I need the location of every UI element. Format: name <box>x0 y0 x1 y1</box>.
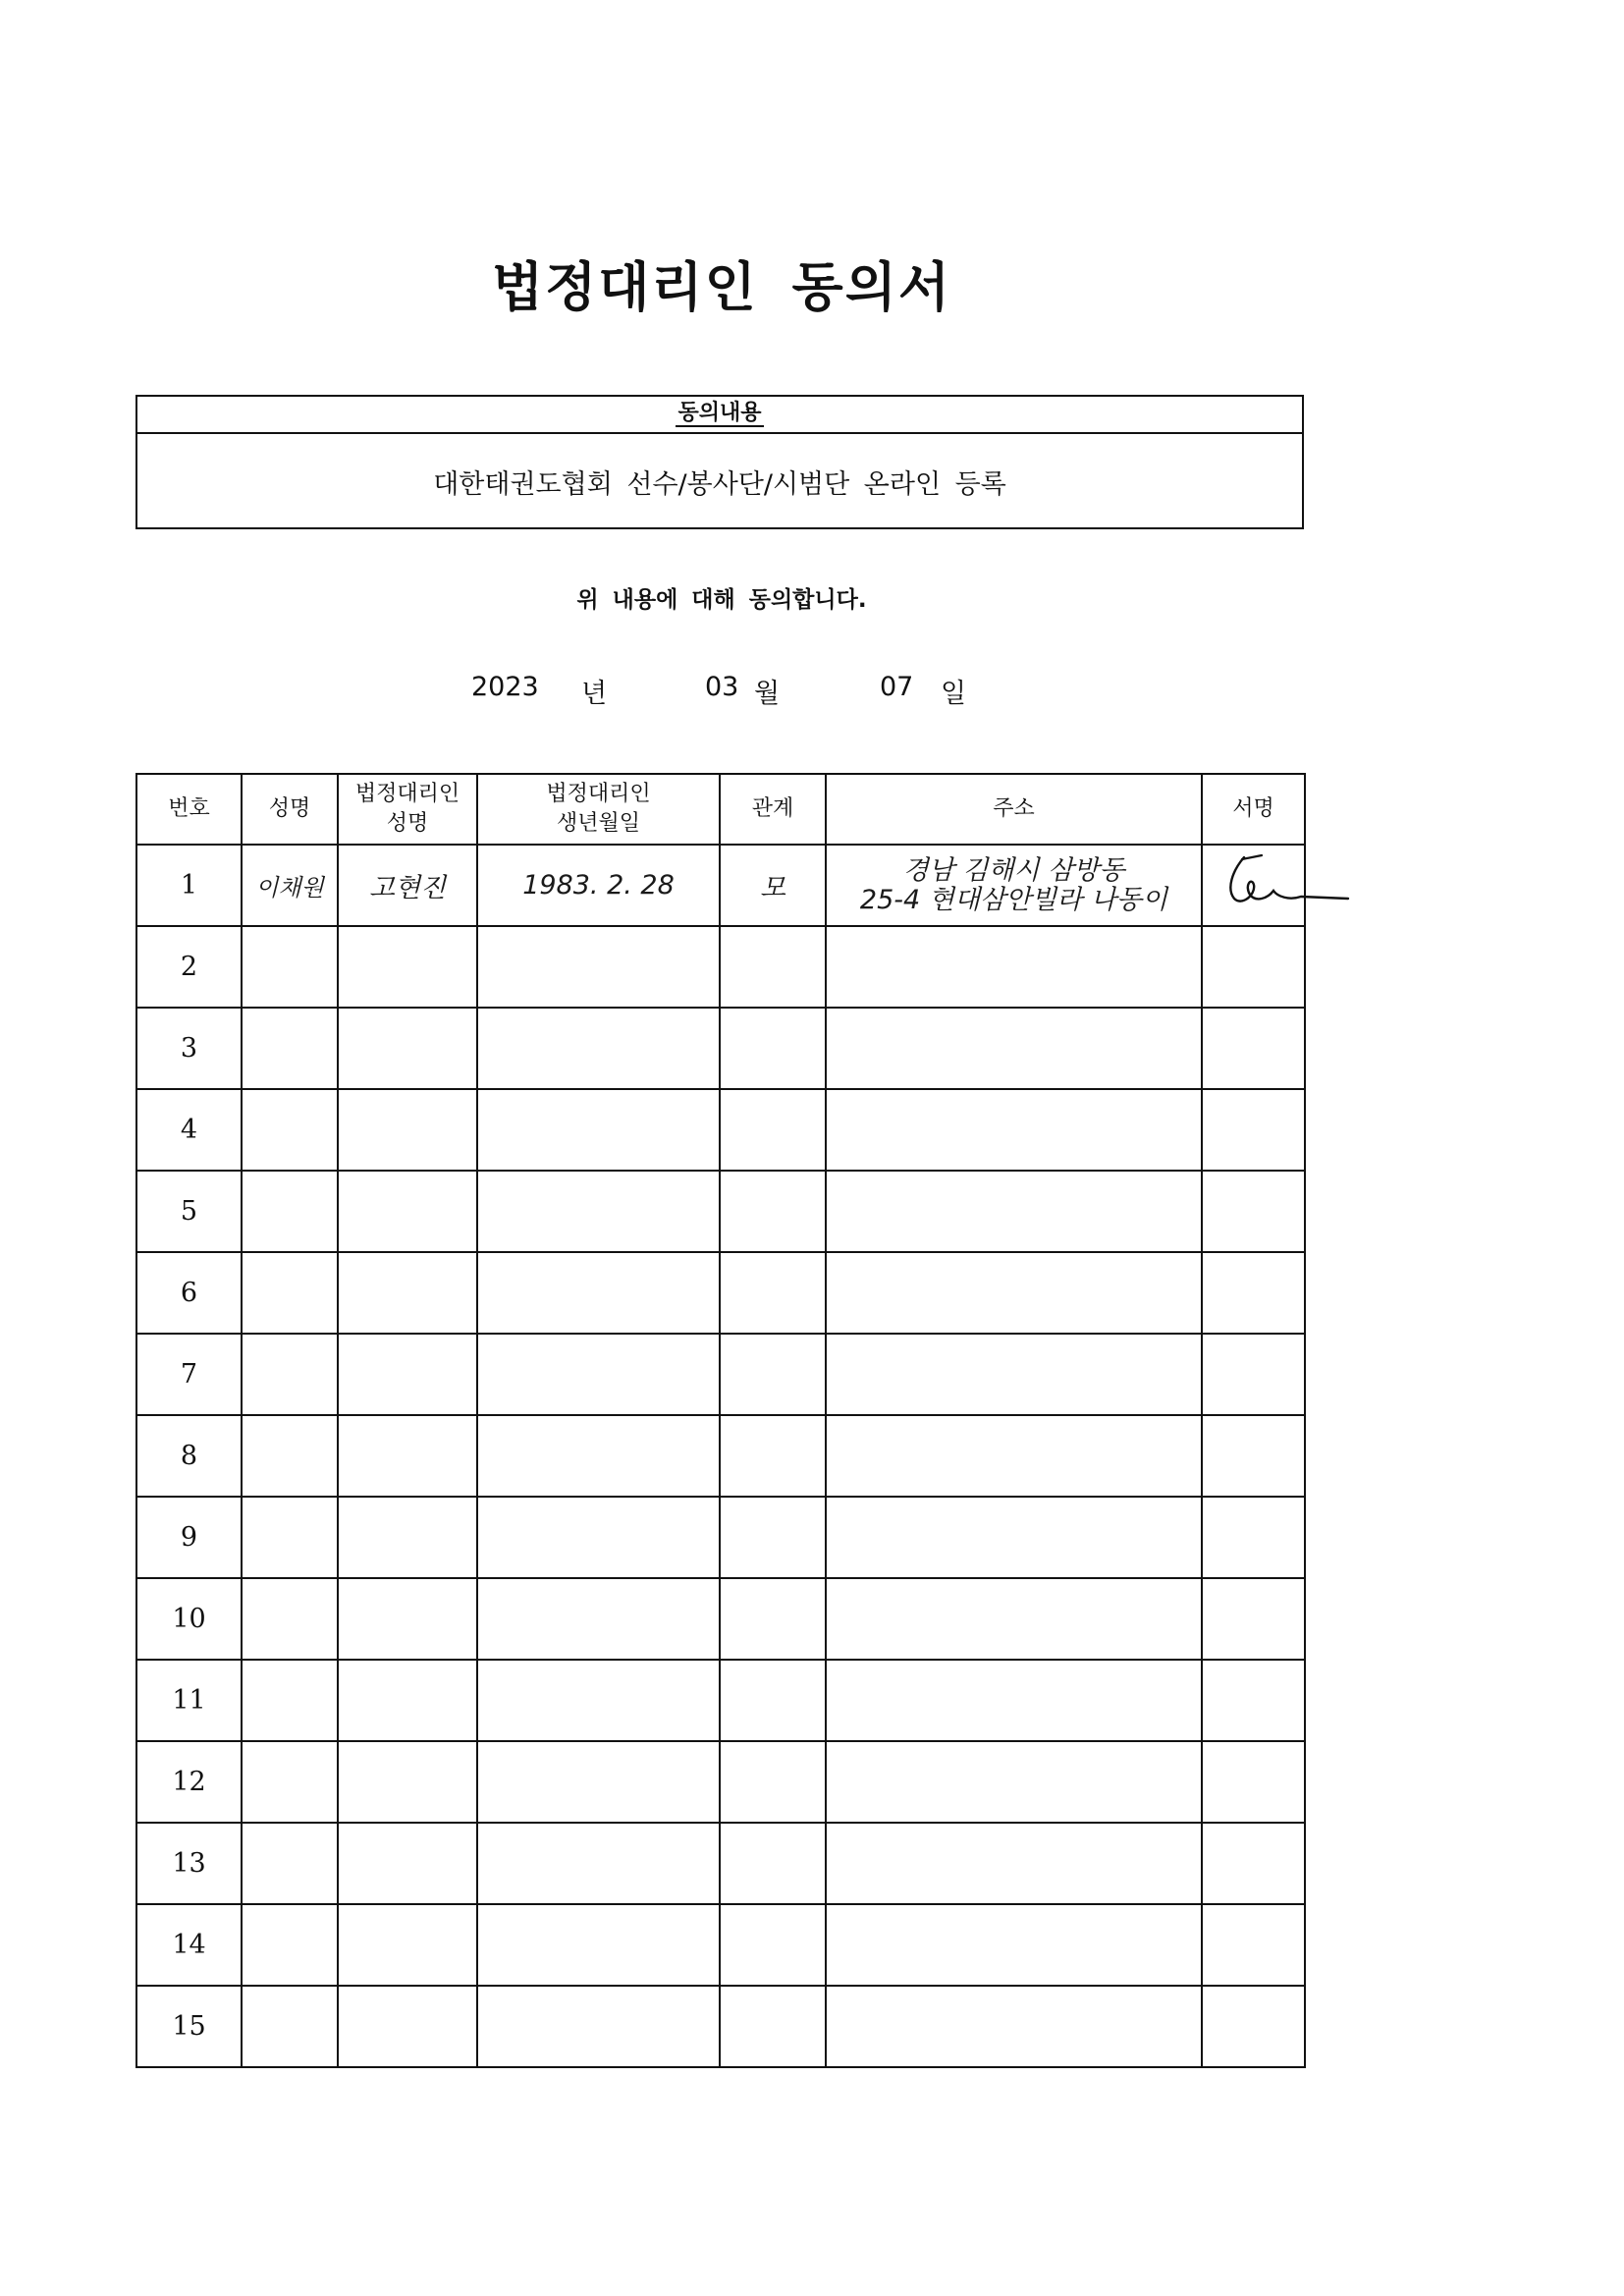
table-row <box>136 1252 1305 1334</box>
row-address <box>826 1334 1202 1415</box>
row-relation <box>720 1497 826 1578</box>
row-no: 14 <box>136 1904 242 1986</box>
table-row <box>136 1823 1305 1904</box>
row-guardian-birth <box>477 1741 720 1823</box>
date-day: 07 <box>880 672 914 702</box>
date-month: 03 <box>705 672 739 702</box>
row-signature <box>1202 1741 1305 1823</box>
row-no: 2 <box>136 926 242 1008</box>
row-address <box>826 1171 1202 1252</box>
row-address-line2: 25-4 현대삼안빌라 나동이 <box>859 884 1168 915</box>
row-address <box>826 1823 1202 1904</box>
row-name <box>242 1334 338 1415</box>
row-name <box>242 1171 338 1252</box>
row-name <box>242 1904 338 1986</box>
row-signature <box>1202 1986 1305 2067</box>
row-relation <box>720 926 826 1008</box>
row-name <box>242 1660 338 1741</box>
row-guardian-name <box>338 1089 477 1171</box>
row-signature <box>1202 1660 1305 1741</box>
row-signature <box>1202 926 1305 1008</box>
row-address <box>826 1578 1202 1660</box>
row-address <box>826 1415 1202 1497</box>
date-year-unit: 년 <box>581 679 608 709</box>
row-no: 4 <box>136 1089 242 1171</box>
row-address <box>826 1089 1202 1171</box>
row-guardian-birth <box>477 1497 720 1578</box>
row-no: 15 <box>136 1986 242 2067</box>
consent-header <box>137 397 1302 434</box>
row-no: 9 <box>136 1497 242 1578</box>
document-title: 법정대리인 동의서 <box>491 256 952 318</box>
row-relation <box>720 1008 826 1089</box>
row-guardian-birth <box>477 926 720 1008</box>
row-guardian-birth <box>477 1008 720 1089</box>
row-address <box>826 845 1202 926</box>
row-relation <box>720 1904 826 1986</box>
table-row <box>136 1334 1305 1415</box>
table-row <box>136 1904 1305 1986</box>
table-row <box>136 1497 1305 1578</box>
agree-statement: 위 내용에 대해 동의합니다. <box>576 587 867 613</box>
row-signature <box>1202 1334 1305 1415</box>
row-guardian-name <box>338 1008 477 1089</box>
roster-table <box>135 773 1306 2068</box>
row-relation <box>720 1089 826 1171</box>
row-address <box>826 1741 1202 1823</box>
row-no: 10 <box>136 1578 242 1660</box>
row-signature <box>1202 1904 1305 1986</box>
table-row <box>136 926 1305 1008</box>
date-day-unit: 일 <box>941 679 967 709</box>
row-signature <box>1202 845 1305 926</box>
row-guardian-name <box>338 1171 477 1252</box>
table-row <box>136 845 1305 926</box>
row-no: 11 <box>136 1660 242 1741</box>
header-guardian-birth-line1: 법정대리인 <box>546 782 651 806</box>
row-address-line1: 경남 김해시 삼방동 <box>902 854 1125 886</box>
header-relation: 관계 <box>720 774 826 845</box>
row-guardian-name <box>338 1823 477 1904</box>
row-address <box>826 926 1202 1008</box>
table-row <box>136 1089 1305 1171</box>
row-guardian-birth <box>477 1334 720 1415</box>
row-no: 3 <box>136 1008 242 1089</box>
row-guardian-name <box>338 1660 477 1741</box>
table-row <box>136 1660 1305 1741</box>
row-guardian-name <box>338 1334 477 1415</box>
row-no: 8 <box>136 1415 242 1497</box>
row-guardian-birth <box>477 1904 720 1986</box>
row-guardian-name <box>338 1497 477 1578</box>
table-row <box>136 1171 1305 1252</box>
row-no: 12 <box>136 1741 242 1823</box>
row-guardian-name <box>338 926 477 1008</box>
header-no: 번호 <box>136 774 242 845</box>
row-signature <box>1202 1415 1305 1497</box>
row-relation: 모 <box>720 845 826 926</box>
row-relation <box>720 1415 826 1497</box>
row-signature <box>1202 1823 1305 1904</box>
consent-box <box>135 395 1304 529</box>
row-name <box>242 1741 338 1823</box>
row-address <box>826 1252 1202 1334</box>
row-name <box>242 1578 338 1660</box>
row-guardian-birth <box>477 1823 720 1904</box>
row-signature <box>1202 1008 1305 1089</box>
row-name <box>242 926 338 1008</box>
row-name <box>242 1089 338 1171</box>
row-address <box>826 1008 1202 1089</box>
row-no: 1 <box>136 845 242 926</box>
row-name <box>242 1986 338 2067</box>
row-address <box>826 1660 1202 1741</box>
header-guardian-name <box>338 774 477 845</box>
row-relation <box>720 1823 826 1904</box>
header-guardian-name-line2: 성명 <box>386 811 429 836</box>
row-guardian-name <box>338 1578 477 1660</box>
row-name <box>242 1823 338 1904</box>
row-address <box>826 1986 1202 2067</box>
row-no: 5 <box>136 1171 242 1252</box>
header-guardian-name-line1: 법정대리인 <box>354 782 460 806</box>
header-signature: 서명 <box>1202 774 1305 845</box>
row-no: 13 <box>136 1823 242 1904</box>
row-relation <box>720 1741 826 1823</box>
row-guardian-birth <box>477 1171 720 1252</box>
row-guardian-name <box>338 1986 477 2067</box>
row-address <box>826 1904 1202 1986</box>
row-guardian-birth <box>477 1089 720 1171</box>
row-guardian-name <box>338 1741 477 1823</box>
date-year: 2023 <box>471 672 539 702</box>
row-name <box>242 1415 338 1497</box>
handwritten-signature <box>1222 849 1350 918</box>
row-no: 6 <box>136 1252 242 1334</box>
header-guardian-birth-line2: 생년월일 <box>556 811 640 836</box>
table-row <box>136 1741 1305 1823</box>
row-guardian-name <box>338 1252 477 1334</box>
row-signature <box>1202 1171 1305 1252</box>
row-name: 이채원 <box>242 845 338 926</box>
row-signature <box>1202 1497 1305 1578</box>
row-guardian-birth <box>477 1578 720 1660</box>
row-name <box>242 1008 338 1089</box>
header-name: 성명 <box>242 774 338 845</box>
consent-body: 대한태권도협회 선수/봉사단/시범단 온라인 등록 <box>433 468 1006 500</box>
header-guardian-birth <box>477 774 720 845</box>
row-guardian-name <box>338 1415 477 1497</box>
row-relation <box>720 1578 826 1660</box>
row-name <box>242 1252 338 1334</box>
row-signature <box>1202 1578 1305 1660</box>
row-guardian-birth <box>477 1660 720 1741</box>
header-address: 주소 <box>826 774 1202 845</box>
row-signature <box>1202 1252 1305 1334</box>
table-header-row <box>136 774 1305 845</box>
row-guardian-name <box>338 1904 477 1986</box>
row-relation <box>720 1252 826 1334</box>
row-guardian-birth <box>477 1415 720 1497</box>
row-guardian-name: 고현진 <box>338 845 477 926</box>
row-guardian-birth: 1983. 2. 28 <box>477 845 720 926</box>
consent-header-label: 동의내용 <box>677 401 762 425</box>
row-name <box>242 1497 338 1578</box>
table-row <box>136 1008 1305 1089</box>
row-relation <box>720 1334 826 1415</box>
row-relation <box>720 1986 826 2067</box>
row-guardian-birth <box>477 1252 720 1334</box>
row-address <box>826 1497 1202 1578</box>
date-month-unit: 월 <box>754 679 781 709</box>
table-row <box>136 1415 1305 1497</box>
row-no: 7 <box>136 1334 242 1415</box>
row-signature <box>1202 1089 1305 1171</box>
table-row <box>136 1578 1305 1660</box>
table-row <box>136 1986 1305 2067</box>
row-relation <box>720 1660 826 1741</box>
row-guardian-birth <box>477 1986 720 2067</box>
row-relation <box>720 1171 826 1252</box>
